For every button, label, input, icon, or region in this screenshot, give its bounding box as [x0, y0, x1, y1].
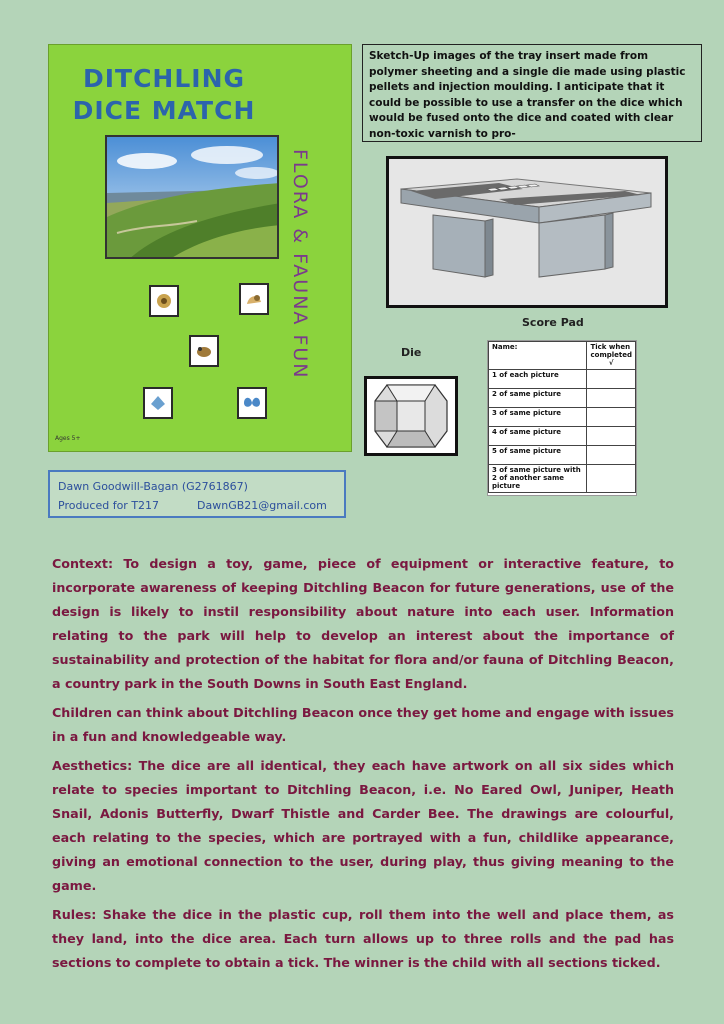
- score-pad-row: 2 of same picture: [489, 389, 587, 408]
- produced-for: Produced for T217: [58, 499, 160, 512]
- body-text: [52, 552, 674, 980]
- cover-ages: Ages 5+: [55, 435, 81, 442]
- landscape-photo: [105, 135, 279, 259]
- author-email: DawnGB21@gmail.com: [197, 499, 327, 512]
- dice-tile: [189, 335, 219, 367]
- cover-image: [48, 44, 352, 452]
- tick-mark: √: [608, 359, 614, 367]
- score-pad-tick-header: Tick when completed √: [587, 342, 636, 370]
- sketchup-description: Sketch-Up images of the tray insert made from polymer sheeting and a single die made using plastic pellets and injection moulding. I anticipate that it could be possible to use a transfer on the dice which would be fused onto the dice and coated with clear non-toxic varnish to pro-: [362, 44, 702, 142]
- cover-title: DITCHLING DICE MATCH: [72, 64, 256, 125]
- die-label: Die: [401, 346, 422, 359]
- score-pad-table: [487, 340, 637, 496]
- context-paragraph: [52, 552, 674, 696]
- cover-side-text: FLORA & FAUNA FUN: [289, 149, 311, 380]
- score-pad-row: 4 of same picture: [489, 427, 587, 446]
- rules-text: Shake the dice in the plastic cup, roll them into the well and place them, as they land, into the dice area. Each turn allows up to three rolls and the pad has sections to complete to obtain a tick. The winner is the child with all sections ticked.: [52, 907, 674, 970]
- score-pad-row: 5 of same picture: [489, 446, 587, 465]
- score-pad-row: 3 of same picture with 2 of another same picture: [489, 465, 587, 493]
- aesthetics-paragraph: [52, 754, 674, 898]
- rules-paragraph: [52, 903, 674, 975]
- context-text: To design a toy, game, piece of equipment or interactive feature, to incorporate awareness of keeping Ditchling Beacon for future generations, use of the design is likely to instil responsibility about nature into each user. Information relating to the park will help to develop an interest about the importance of sustainability and protection of the habitat for flora and/or fauna of Ditchling Beacon, a country park in the South Downs in South East England.: [52, 556, 674, 691]
- dice-tile: [143, 387, 173, 419]
- aesthetics-label: Aesthetics:: [52, 758, 133, 773]
- author-box: [48, 470, 346, 518]
- score-pad-row: 1 of each picture: [489, 370, 587, 389]
- aesthetics-text: The dice are all identical, they each have artwork on all six sides which relate to species important to Ditchling Beacon, i.e. No Eared Owl, Juniper, Heath Snail, Adonis Butterfly, Dwarf Thistle and Carder Bee. The drawings are colourful, each relating to the species, which are portrayed with a fun, childlike appearance, giving an emotional connection to the user, during play, thus giving meaning to the game.: [52, 758, 674, 893]
- author-produced-line: [58, 496, 336, 515]
- rules-label: Rules:: [52, 907, 97, 922]
- dice-tile: [239, 283, 269, 315]
- dice-tile: [237, 387, 267, 419]
- dice-tile: [149, 285, 179, 317]
- children-paragraph: Children can think about Ditchling Beacon once they get home and engage with issues in a fun and knowledgeable way.: [52, 705, 674, 744]
- score-pad-name-header: Name:: [489, 342, 587, 370]
- score-pad-label: Score Pad: [522, 316, 584, 329]
- die-image: [364, 376, 458, 456]
- tray-insert-image: [386, 156, 668, 308]
- author-name: Dawn Goodwill-Bagan (G2761867): [58, 480, 248, 493]
- score-pad-row: 3 of same picture: [489, 408, 587, 427]
- context-label: Context:: [52, 556, 114, 571]
